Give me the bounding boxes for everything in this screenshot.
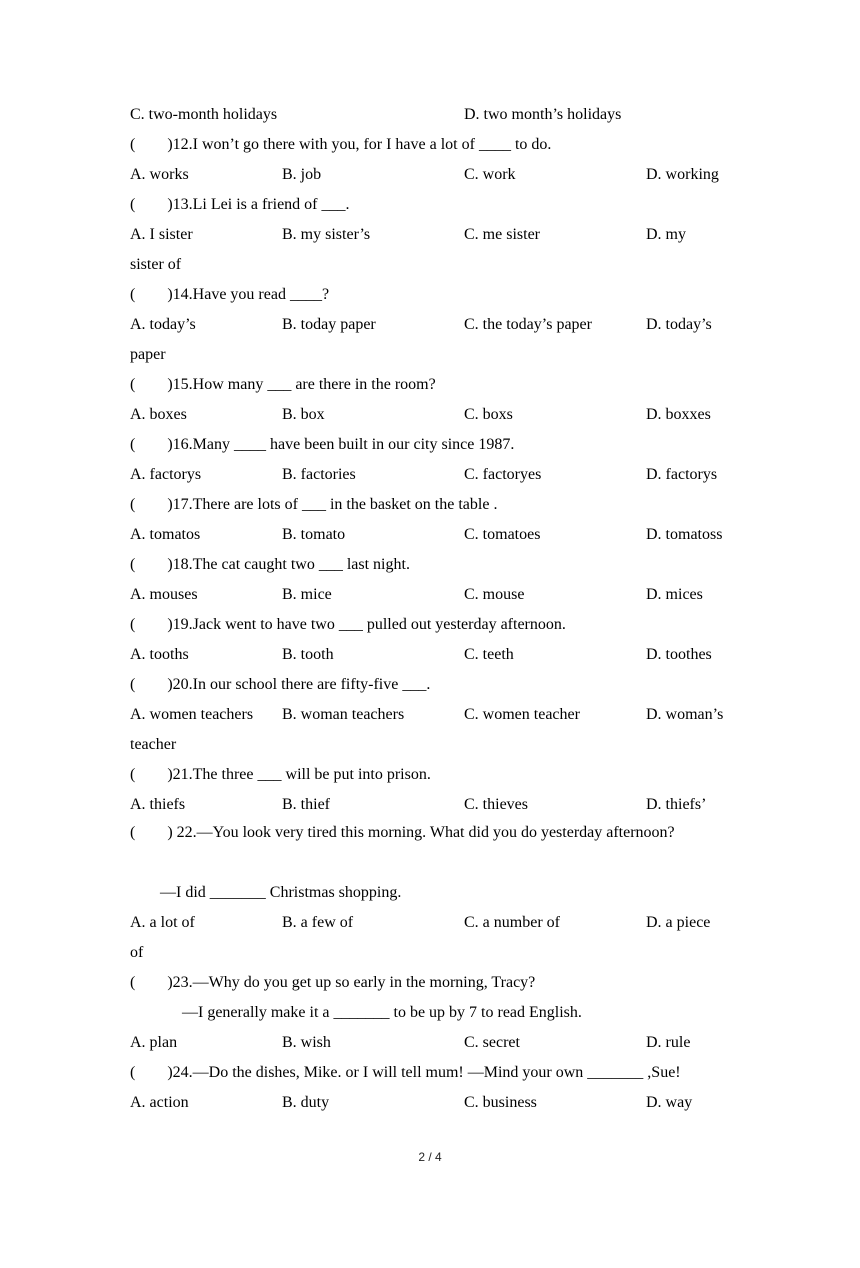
- q12-options-row: [130, 160, 719, 190]
- q12-option-a: A. works: [130, 166, 189, 183]
- q20-option-d: D. woman’s: [646, 706, 724, 723]
- q18-option-a: A. mouses: [130, 586, 198, 603]
- q20-option-d-wrap: teacher: [130, 736, 177, 753]
- q22-option-a: A. a lot of: [130, 914, 195, 931]
- q14-stem: ( )14.Have you read ____?: [130, 286, 330, 303]
- q18-stem: ( )18.The cat caught two ___ last night.: [130, 556, 410, 573]
- q22-options-row: [130, 908, 711, 938]
- q13-option-b: B. my sister’s: [282, 226, 371, 243]
- q14-option-d: D. today’s: [646, 316, 712, 333]
- q14-option-a: A. today’s: [130, 316, 196, 333]
- q22-option-d-wrap: of: [130, 944, 144, 961]
- q24-option-a: A. action: [130, 1094, 189, 1111]
- q15-stem: ( )15.How many ___ are there in the room?: [130, 376, 436, 393]
- q17-options-row: [130, 520, 723, 550]
- q14-option-d-wrap: paper: [130, 346, 166, 363]
- q18-option-d: D. mices: [646, 586, 703, 603]
- q17-option-c: C. tomatoes: [464, 526, 541, 543]
- q17-option-a: A. tomatos: [130, 526, 201, 543]
- q13-stem: ( )13.Li Lei is a friend of ___.: [130, 196, 350, 213]
- q14-option-b: B. today paper: [282, 316, 376, 333]
- q13-option-a: A. I sister: [130, 226, 193, 243]
- q15-options-row: [130, 400, 711, 430]
- q22-option-d: D. a piece: [646, 914, 711, 931]
- q19-options-row: [130, 640, 712, 670]
- q19-stem: ( )19.Jack went to have two ___ pulled out yesterday afternoon.: [130, 616, 566, 633]
- q12-option-c: C. work: [464, 166, 516, 183]
- q16-option-c: C. factoryes: [464, 466, 542, 483]
- q15-option-d: D. boxxes: [646, 406, 711, 423]
- q21-option-b: B. thief: [282, 796, 330, 813]
- q15-option-c: C. boxs: [464, 406, 513, 423]
- q16-options-row: [130, 460, 718, 490]
- q19-option-a: A. tooths: [130, 646, 189, 663]
- q18-option-c: C. mouse: [464, 586, 525, 603]
- q17-option-b: B. tomato: [282, 526, 346, 543]
- q24-option-b: B. duty: [282, 1094, 330, 1111]
- q15-option-b: B. box: [282, 406, 325, 423]
- q19-option-b: B. tooth: [282, 646, 334, 663]
- q22-stem: ( ) 22.—You look very tired this morning. What did you do yesterday afternoon?: [130, 824, 675, 841]
- q23-option-c: C. secret: [464, 1034, 520, 1051]
- q20-option-a: A. women teachers: [130, 706, 254, 723]
- q22-option-c: C. a number of: [464, 914, 560, 931]
- q20-stem: ( )20.In our school there are fifty-five ___.: [130, 676, 431, 693]
- q18-options-row: [130, 580, 703, 610]
- q16-option-a: A. factorys: [130, 466, 202, 483]
- q21-option-c: C. thieves: [464, 796, 528, 813]
- q13-option-d: D. my: [646, 226, 686, 243]
- q13-options-row: [130, 220, 686, 250]
- q24-option-d: D. way: [646, 1094, 693, 1111]
- q15-option-a: A. boxes: [130, 406, 187, 423]
- q20-option-c: C. women teacher: [464, 706, 580, 723]
- q21-stem: ( )21.The three ___ will be put into prison.: [130, 766, 431, 783]
- q19-option-c: C. teeth: [464, 646, 514, 663]
- q11-option-c: C. two-month holidays: [130, 106, 278, 123]
- q24-option-c: C. business: [464, 1094, 537, 1111]
- q13-option-c: C. me sister: [464, 226, 540, 243]
- q21-options-row: [130, 790, 707, 820]
- q19-option-d: D. toothes: [646, 646, 712, 663]
- page-number: 2 / 4: [418, 1150, 442, 1164]
- q21-option-a: A. thiefs: [130, 796, 186, 813]
- q12-option-b: B. job: [282, 166, 322, 183]
- q24-stem: ( )24.—Do the dishes, Mike. or I will tell mum! —Mind your own _______ ,Sue!: [130, 1064, 681, 1081]
- q22-option-b: B. a few of: [282, 914, 354, 931]
- q13-option-d-wrap: sister of: [130, 256, 182, 273]
- q11-options-row: [130, 100, 622, 130]
- q16-option-d: D. factorys: [646, 466, 718, 483]
- q20-option-b: B. woman teachers: [282, 706, 405, 723]
- q16-stem: ( )16.Many ____ have been built in our city since 1987.: [130, 436, 515, 453]
- q12-stem: ( )12.I won’t go there with you, for I have a lot of ____ to do.: [130, 136, 552, 153]
- q24-options-row: [130, 1088, 693, 1118]
- q22-reply: —I did _______ Christmas shopping.: [160, 884, 402, 901]
- q12-option-d: D. working: [646, 166, 719, 183]
- q14-options-row: [130, 310, 712, 340]
- q21-option-d: D. thiefs’: [646, 796, 707, 813]
- q23-options-row: [130, 1028, 691, 1058]
- q23-option-d: D. rule: [646, 1034, 691, 1051]
- q14-option-c: C. the today’s paper: [464, 316, 592, 333]
- q23-option-a: A. plan: [130, 1034, 178, 1051]
- q23-option-b: B. wish: [282, 1034, 331, 1051]
- q18-option-b: B. mice: [282, 586, 332, 603]
- q16-option-b: B. factories: [282, 466, 356, 483]
- q20-options-row: [130, 700, 724, 730]
- q23-reply: —I generally make it a _______ to be up by 7 to read English.: [182, 1004, 582, 1021]
- q11-option-d: D. two month’s holidays: [464, 106, 622, 123]
- q23-stem: ( )23.—Why do you get up so early in the morning, Tracy?: [130, 974, 536, 991]
- q17-option-d: D. tomatoss: [646, 526, 723, 543]
- q17-stem: ( )17.There are lots of ___ in the basket on the table .: [130, 496, 498, 513]
